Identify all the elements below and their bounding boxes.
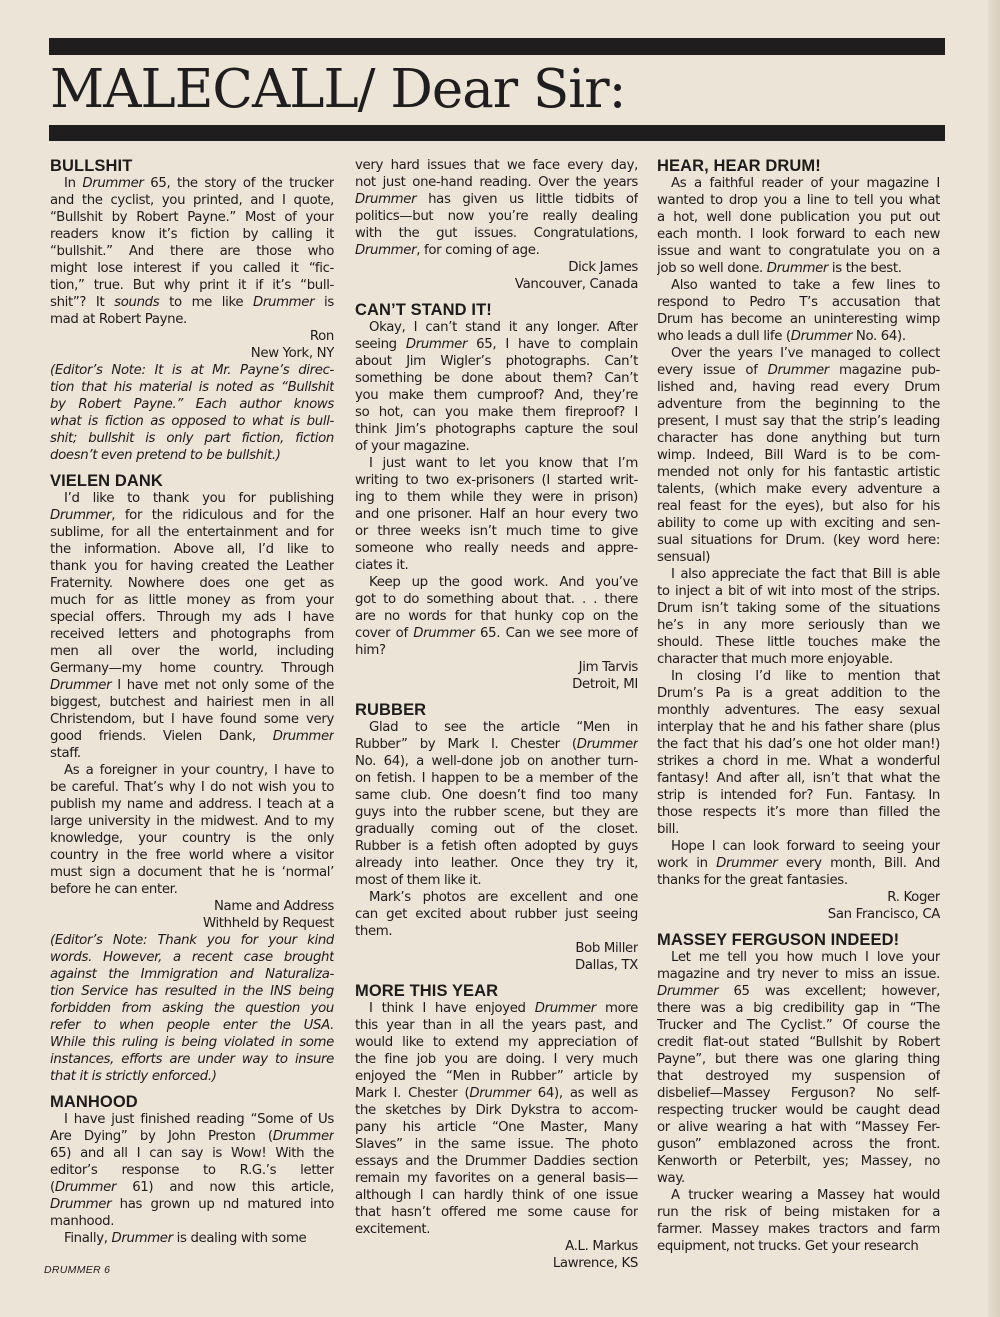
text-line: forbidden from asking the question you xyxy=(50,1001,334,1016)
signature-line: Name and Address xyxy=(213,899,334,914)
text-line: job so well done. Drummer is the best. xyxy=(657,261,902,276)
text-line: No. 64), a well-done job on another turn- xyxy=(355,754,638,769)
text-line: lished and, having read every Drum xyxy=(657,380,940,395)
text-line: ability to come up with exciting and sen- xyxy=(657,516,940,531)
text-line: Okay, I can’t stand it any longer. After xyxy=(369,320,638,335)
text-line: the fact that his dad’s one hot older man!) xyxy=(657,737,940,752)
text-line: interplay that he and his father share (plus xyxy=(657,720,940,735)
text-line: be careful. That’s why I do not wish you to xyxy=(50,780,334,795)
text-line: (Editor’s Note: It is at Mr. Payne’s direc- xyxy=(50,363,334,378)
text-line: tion Service has resulted in the INS being xyxy=(50,984,334,999)
text-line: As a faithful reader of your magazine I xyxy=(671,176,940,191)
text-line: or three weeks isn’t much time to give xyxy=(355,524,638,539)
letter-signature xyxy=(355,1238,638,1272)
letter-paragraph xyxy=(355,719,638,889)
italic-title: sounds xyxy=(114,295,160,310)
text-line: so hot, can you make them fireproof? I xyxy=(355,405,638,420)
text-line: equipment, not trucks. Get your research xyxy=(657,1239,919,1254)
text-line: Rubber” by Mark I. Chester (Drummer xyxy=(355,737,638,752)
text-line: publish my name and address. I teach at a xyxy=(50,797,334,812)
text-line: ing to them while they were in prison) xyxy=(355,490,638,505)
text-line: against the Immigration and Naturaliza- xyxy=(50,967,334,982)
text-line: present, I must say that the strip’s leading xyxy=(657,414,940,429)
text-line: the information. Above all, I’d like to xyxy=(50,542,334,557)
text-line: men all over the world, including xyxy=(50,644,334,659)
italic-title: Drummer xyxy=(50,508,112,523)
italic-title: Drummer xyxy=(716,856,778,871)
text-line: Christendom, but I have found some very xyxy=(50,712,334,727)
text-line: essays and the Drummer Daddies section xyxy=(355,1154,638,1169)
text-line: those respects it’s more than filled the xyxy=(657,805,940,820)
text-line: (Editor’s Note: Thank you for your kind xyxy=(50,933,334,948)
text-line: Are Dying” by John Preston (Drummer xyxy=(50,1129,334,1144)
letter-paragraph xyxy=(355,455,638,574)
italic-title: Drummer xyxy=(272,729,334,744)
letter-paragraph xyxy=(50,1111,334,1230)
text-line: cover of Drummer 65. Can we see more of xyxy=(355,626,638,641)
text-line: shit”? It sounds to me like Drummer is xyxy=(50,295,334,310)
text-line: should. These little touches make the xyxy=(657,635,940,650)
text-line: before he can enter. xyxy=(50,882,178,897)
text-line: run the risk of being mistaken for a xyxy=(657,1205,940,1220)
text-line: on fetish. I happen to be a member of the xyxy=(355,771,638,786)
text-line: I think I have enjoyed Drummer more xyxy=(369,1001,638,1016)
text-line: way. xyxy=(657,1171,685,1186)
letter-signature xyxy=(50,328,334,362)
text-line: about Jim Wigler’s photographs. Can’t xyxy=(355,354,638,369)
italic-title: Drummer xyxy=(82,176,144,191)
italic-title: Drummer xyxy=(50,1197,112,1212)
text-line: I just want to let you know that I’m xyxy=(369,456,638,471)
text-line: refer to when people enter the USA. xyxy=(50,1018,334,1033)
text-line: adventure from the beginning to the xyxy=(657,397,940,412)
text-line: In closing I’d like to mention that xyxy=(671,669,940,684)
signature-line: Dick James xyxy=(568,260,638,275)
text-line: someone who really needs and appre- xyxy=(355,541,638,556)
text-line: and the cyclist, you printed, and I quote, xyxy=(50,193,334,208)
text-line: Drum isn’t taking some of the situations xyxy=(657,601,940,616)
signature-line: San Francisco, CA xyxy=(827,907,940,922)
italic-title: Drummer xyxy=(790,329,853,344)
text-line: something be done about them? Can’t xyxy=(355,371,638,386)
italic-title: Drummer xyxy=(355,243,417,258)
text-line: Drum has become an uninteresting wimp xyxy=(657,312,940,327)
text-line: gradually coming out of the closet. xyxy=(355,822,638,837)
text-line: Drum’s Pa is a great addition to the xyxy=(657,686,940,701)
text-line: Mark’s photos are excellent and one xyxy=(369,890,638,905)
text-line: of your magazine. xyxy=(355,439,470,454)
text-line: I have just finished reading “Some of Us xyxy=(64,1112,334,1127)
text-line: got to do something about that. . . there xyxy=(355,592,638,607)
letter-paragraph xyxy=(50,762,334,898)
text-line: talents, (which make every adventure a xyxy=(657,482,940,497)
text-line: who leads a dull life (Drummer No. 64). xyxy=(657,329,906,344)
signature-line: R. Koger xyxy=(887,890,940,905)
text-line: mad at Robert Payne. xyxy=(50,312,187,327)
text-line: and one prisoner. Half an hour every two xyxy=(355,507,638,522)
letter-paragraph xyxy=(355,889,638,940)
text-line: remain my favorites on a general basis— xyxy=(355,1171,638,1186)
text-line: words. However, a recent case brought xyxy=(50,950,334,965)
letter-heading: HEAR, HEAR DRUM! xyxy=(657,157,821,175)
text-line: Germany—my home country. Through xyxy=(50,661,334,676)
italic-title: Drummer xyxy=(469,1086,531,1101)
signature-line: Lawrence, KS xyxy=(552,1256,638,1271)
text-line: by Robert Payne.” Each author knows xyxy=(50,397,334,412)
text-line: Finally, Drummer is dealing with some xyxy=(64,1231,307,1246)
text-line: that destroyed my suspension of xyxy=(657,1069,940,1084)
text-line: character that much more enjoyable. xyxy=(657,652,893,667)
text-line: a hot, well done publication you put out xyxy=(657,210,940,225)
text-line: As a foreigner in your country, I have to xyxy=(64,763,334,778)
spacer xyxy=(50,464,334,472)
text-line: tion,” true. But why print it if it’s “bull- xyxy=(50,278,334,293)
text-line: respecting trucker would be caught dead xyxy=(657,1103,940,1118)
column-2 xyxy=(355,157,638,1272)
letter-paragraph xyxy=(50,175,334,328)
text-line: magazine and try never to miss an issue. xyxy=(657,967,940,982)
text-line: (Drummer 61) and now this article, xyxy=(50,1180,334,1195)
text-line: enjoyed the “Men in Rubber” article by xyxy=(355,1069,638,1084)
text-line: While this ruling is being violated in some xyxy=(50,1035,334,1050)
text-line: them. xyxy=(355,924,393,939)
text-line: In Drummer 65, the story of the trucker xyxy=(64,176,334,191)
masthead-rule-bottom xyxy=(49,125,945,141)
text-line: he’s in any more seriously than we xyxy=(657,618,940,633)
text-line: think Jim’s photographs capture the soul xyxy=(355,422,638,437)
text-line: every issue of Drummer magazine pub- xyxy=(657,363,940,378)
text-line: readers know it’s fiction by calling it xyxy=(50,227,334,242)
italic-title: Drummer xyxy=(50,678,112,693)
text-line: received letters and photographs from xyxy=(50,627,334,642)
text-line: Slaves” in the same issue. The photo xyxy=(355,1137,638,1152)
text-line: biggest, butchest and hairiest men in all xyxy=(50,695,334,710)
text-line: writing to two ex-prisoners (I started writ- xyxy=(355,473,638,488)
editor-note xyxy=(50,932,334,1085)
text-line: ciates it. xyxy=(355,558,409,573)
text-line: with the gut issues. Congratulations, xyxy=(355,226,638,241)
text-line: credit flat-out stated “Bullshit by Robert xyxy=(657,1035,940,1050)
text-line: you make them cumproof? And, they’re xyxy=(355,388,638,403)
italic-title: Drummer xyxy=(534,1001,596,1016)
letter-signature xyxy=(355,659,638,693)
text-line: I’d like to thank you for publishing xyxy=(64,491,334,506)
italic-title: Drummer xyxy=(405,337,468,352)
letter-paragraph xyxy=(657,838,940,889)
signature-line: A.L. Markus xyxy=(565,1239,638,1254)
letter-paragraph xyxy=(657,566,940,668)
text-line: him? xyxy=(355,643,386,658)
text-line: wimp. Indeed, Bill Ward is to be com- xyxy=(657,448,940,463)
text-line: pany his article “One Master, Many xyxy=(355,1120,638,1135)
text-line: Mark I. Chester (Drummer 64), as well as xyxy=(355,1086,638,1101)
letter-paragraph xyxy=(657,1187,940,1255)
text-line: 65) and all I can say is Wow! With the xyxy=(50,1146,334,1161)
text-line: Drummer 65 was excellent; however, xyxy=(657,984,940,999)
italic-title: Drummer xyxy=(272,1129,334,1144)
italic-title: Drummer xyxy=(767,363,829,378)
text-line: Kenworth or Peterbilt, yes; Massey, no xyxy=(657,1154,940,1169)
letter-paragraph xyxy=(355,319,638,455)
text-line: that hasn’t offered me some cause for xyxy=(355,1205,638,1220)
text-line: strikes a chord in me. What a wonderful xyxy=(657,754,940,769)
signature-line: Withheld by Request xyxy=(202,916,334,931)
text-line: character has done anything but turn xyxy=(657,431,940,446)
text-line: Glad to see the article “Men in xyxy=(369,720,638,735)
text-line: manhood. xyxy=(50,1214,115,1229)
text-line: not just one-hand reading. Over the years xyxy=(355,175,638,190)
spacer xyxy=(50,1085,334,1093)
page-title: MALECALL/ Dear Sir: xyxy=(50,59,626,120)
signature-line: New York, NY xyxy=(250,346,334,361)
text-line: politics—but now you’re really dealing xyxy=(355,209,638,224)
text-line: what is fiction as opposed to what is bull- xyxy=(50,414,334,429)
text-line: very hard issues that we face every day, xyxy=(355,158,638,173)
italic-title: Drummer xyxy=(253,295,315,310)
page-folio: DRUMMER 6 xyxy=(44,1264,111,1276)
column-1 xyxy=(50,157,334,1247)
text-line: this year than in all the years past, and xyxy=(355,1018,638,1033)
text-line: can get excited about rubber just seeing xyxy=(355,907,638,922)
text-line: thanks for the great fantasies. xyxy=(657,873,848,888)
text-line: must sign a document that he is ‘normal’ xyxy=(50,865,334,880)
text-line: Drummer has given us little tidbits of xyxy=(355,192,638,207)
text-line: tion that his material is noted as “Bullshit xyxy=(50,380,334,395)
text-line: staff. xyxy=(50,746,81,761)
text-line: the fine job you are doing. I very much xyxy=(355,1052,638,1067)
text-line: already into leather. Once they try it, xyxy=(355,856,638,871)
text-line: although I can hardly think of one issue xyxy=(355,1188,638,1203)
text-line: respond to Pedro T’s accusation that xyxy=(657,295,940,310)
text-line: sensual) xyxy=(657,550,711,565)
signature-line: Vancouver, Canada xyxy=(514,277,638,292)
text-line: Payne”, but there was one glaring thing xyxy=(657,1052,940,1067)
text-line: guys into the rubber scene, but they are xyxy=(355,805,638,820)
text-line: wanted to drop you a line to tell you what xyxy=(657,193,940,208)
column-3 xyxy=(657,157,940,1255)
letter-paragraph xyxy=(657,277,940,345)
letter-heading: MANHOOD xyxy=(50,1093,138,1111)
text-line: large university in the midwest. And to my xyxy=(50,814,334,829)
text-line: Drummer, for the ridiculous and for the xyxy=(50,508,334,523)
spacer xyxy=(355,293,638,301)
text-line: farmer. Massey makes tractors and farm xyxy=(657,1222,940,1237)
text-line: fantasy! And after all, isn’t that what the xyxy=(657,771,940,786)
letter-paragraph xyxy=(657,175,940,277)
text-line: Hope I can look forward to seeing your xyxy=(671,839,940,854)
text-line: issue and want to congratulate you on a xyxy=(657,244,940,259)
letter-heading: CAN’T STAND IT! xyxy=(355,301,492,319)
text-line: monthly adventures. The easy sexual xyxy=(657,703,940,718)
spacer xyxy=(355,693,638,701)
signature-line: Jim Tarvis xyxy=(578,660,638,675)
text-line: “Bullshit by Robert Payne.” Most of your xyxy=(50,210,334,225)
text-line: Keep up the good work. And you’ve xyxy=(369,575,638,590)
letter-paragraph xyxy=(657,949,940,1187)
letter-paragraph xyxy=(355,157,638,259)
text-line: each month. I look forward to each new xyxy=(657,227,940,242)
letter-heading: BULLSHIT xyxy=(50,157,133,175)
text-line: the sketches by Dirk Dykstra to accom- xyxy=(355,1103,638,1118)
text-line: sual situations for Drum. (key word here: xyxy=(657,533,940,548)
text-line: Drummer, for coming of age. xyxy=(355,243,540,258)
text-line: there was a big credibility gap in “The xyxy=(657,1001,940,1016)
italic-title: Drummer xyxy=(657,984,719,999)
letter-paragraph xyxy=(50,1230,334,1247)
text-line: Rubber is a fetish often adopted by guys xyxy=(355,839,638,854)
letter-signature xyxy=(355,259,638,293)
text-line: are no words for that hunky cop on the xyxy=(355,609,638,624)
italic-title: Drummer xyxy=(413,626,475,641)
italic-title: Drummer xyxy=(766,261,829,276)
text-line: much for as little money as from your xyxy=(50,593,334,608)
letter-paragraph xyxy=(657,668,940,838)
spacer xyxy=(355,974,638,982)
signature-line: Bob Miller xyxy=(575,941,638,956)
text-line: instances, efforts are under way to insure xyxy=(50,1052,334,1067)
text-line: would like to extend my appreciation of xyxy=(355,1035,638,1050)
letter-heading: RUBBER xyxy=(355,701,427,719)
letter-heading: MORE THIS YEAR xyxy=(355,982,499,1000)
letter-paragraph xyxy=(50,490,334,762)
text-line: country in the free world where a visitor xyxy=(50,848,334,863)
text-line: Also wanted to take a few lines to xyxy=(671,278,940,293)
text-line: good friends. Vielen Dank, Drummer xyxy=(50,729,334,744)
page-edge-shadow xyxy=(988,0,1000,1317)
text-line: excitement. xyxy=(355,1222,431,1237)
letter-heading: MASSEY FERGUSON INDEED! xyxy=(657,931,900,949)
signature-line: Ron xyxy=(309,329,334,344)
text-line: seeing Drummer 65, I have to complain xyxy=(355,337,638,352)
letter-heading: VIELEN DANK xyxy=(50,472,163,490)
text-line: disbelief—Massey Ferguson? No self- xyxy=(657,1086,940,1101)
text-line: Over the years I’ve managed to collect xyxy=(671,346,940,361)
signature-line: Dallas, TX xyxy=(574,958,638,973)
signature-line: Detroit, MI xyxy=(572,677,638,692)
text-line: A trucker wearing a Massey hat would xyxy=(671,1188,940,1203)
letter-paragraph xyxy=(657,345,940,566)
italic-title: Drummer xyxy=(54,1180,117,1195)
text-line: mended not only for his fantastic artistic xyxy=(657,465,940,480)
masthead-rule-top xyxy=(49,38,945,55)
text-line: thank you for having created the Leather xyxy=(50,559,334,574)
text-line: real feast for the eyes), but also for his xyxy=(657,499,940,514)
text-line: Fraternity. Nowhere does one get as xyxy=(50,576,334,591)
editor-note xyxy=(50,362,334,464)
italic-title: Drummer xyxy=(111,1231,173,1246)
text-line: same club. One doesn’t find too many xyxy=(355,788,638,803)
text-line: might lose interest if you called it “fic- xyxy=(50,261,334,276)
letter-paragraph xyxy=(355,1000,638,1238)
italic-title: Drummer xyxy=(355,192,417,207)
text-line: or alive wearing a hat with “Massey Fer- xyxy=(657,1120,940,1135)
text-line: sublime, for all the entertainment and for xyxy=(50,525,334,540)
text-line: guson” emblazoned across the front. xyxy=(657,1137,940,1152)
italic-title: Drummer xyxy=(576,737,638,752)
text-line: knowledge, your country is the only xyxy=(50,831,334,846)
text-line: editor’s response to R.G.’s letter xyxy=(50,1163,334,1178)
text-line: work in Drummer every month, Bill. And xyxy=(657,856,940,871)
letter-paragraph xyxy=(355,574,638,659)
text-line: doesn’t even pretend to be bullshit.) xyxy=(50,448,281,463)
text-line: Trucker and The Cyclist.” Of course the xyxy=(657,1018,940,1033)
text-line: strip is intended for? Fun. Fantasy. In xyxy=(657,788,940,803)
text-line: most of them like it. xyxy=(355,873,482,888)
text-line: to inject a bit of wit into most of the strips. xyxy=(657,584,940,599)
text-line: that it is strictly enforced.) xyxy=(50,1069,217,1084)
text-line: shit; bullshit is only part fiction, fiction xyxy=(50,431,334,446)
spacer xyxy=(657,923,940,931)
text-line: “bullshit.” And there are those who xyxy=(50,244,334,259)
text-line: I also appreciate the fact that Bill is able xyxy=(671,567,940,582)
letter-signature xyxy=(355,940,638,974)
text-line: Let me tell you how much I love your xyxy=(671,950,940,965)
letter-signature xyxy=(50,898,334,932)
text-line: Drummer I have met not only some of the xyxy=(50,678,334,693)
text-line: special offers. Through my ads I have xyxy=(50,610,334,625)
letter-signature xyxy=(657,889,940,923)
text-line: Drummer has grown up nd matured into xyxy=(50,1197,334,1212)
text-line: bill. xyxy=(657,822,680,837)
